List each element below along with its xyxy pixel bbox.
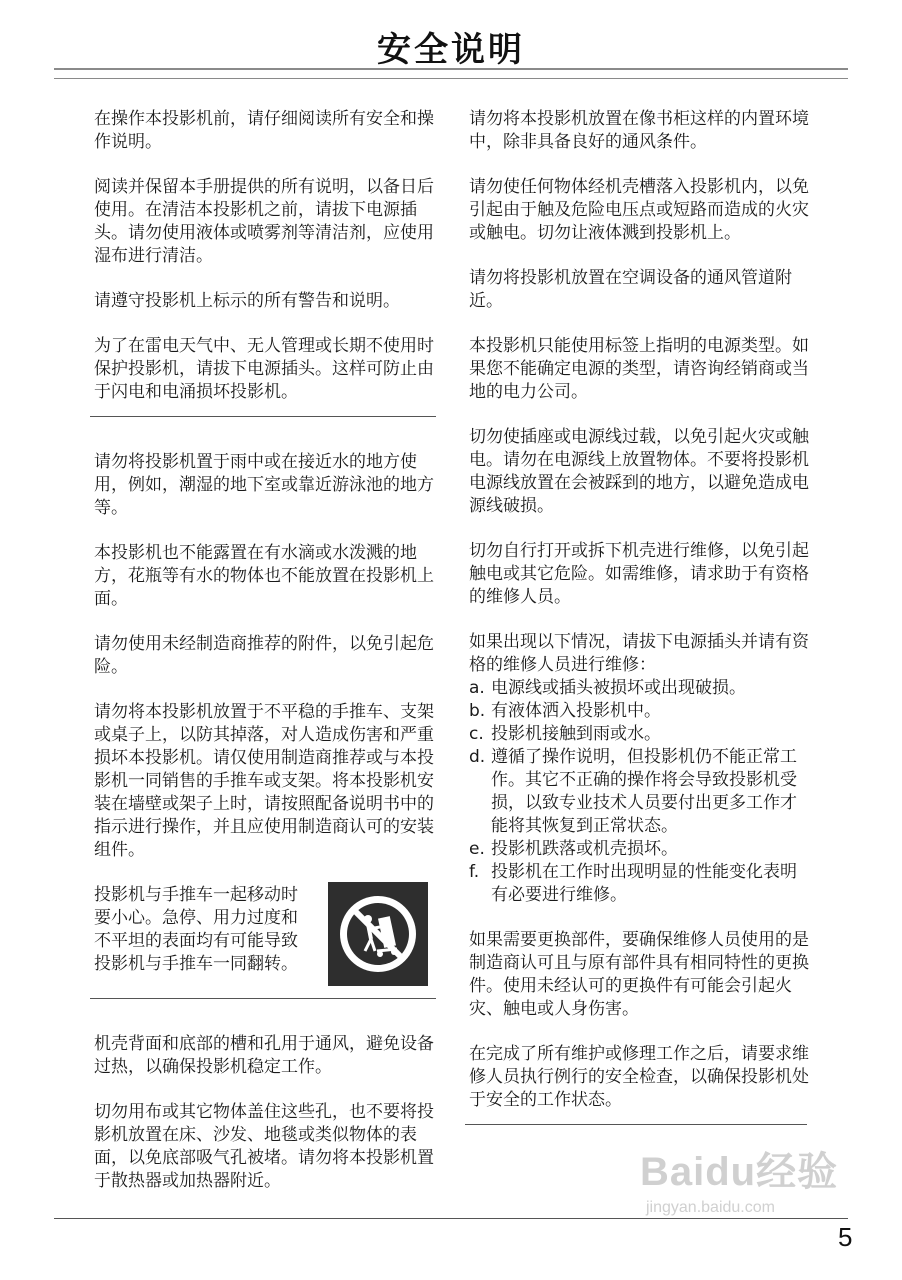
list-item	[469, 700, 811, 723]
left-column	[94, 108, 444, 1215]
list-marker: e.	[469, 839, 485, 859]
page-number: 5	[838, 1222, 853, 1252]
paragraph: 请勿使任何物体经机壳槽落入投影机内，以免引起由于触及危险电压点或短路而造成的火灾或触电。切勿让液体溅到投影机上。	[469, 177, 809, 243]
list-item	[469, 861, 811, 907]
section-divider	[90, 998, 436, 999]
paragraph: 在操作本投影机前，请仔细阅读所有安全和操作说明。	[94, 109, 434, 152]
list-text: 投影机在工作时出现明显的性能变化表明有必要进行维修。	[491, 862, 797, 905]
list-item	[469, 723, 811, 746]
paragraph: 本投影机只能使用标签上指明的电源类型。如果您不能确定电源的类型，请咨询经销商或当地的电力公司。	[469, 336, 809, 402]
list-item	[469, 838, 811, 861]
paragraph: 请勿将本投影机放置于不平稳的手推车、支架或桌子上，以防其掉落，对人造成伤害和严重损坏本投影机。请仅使用制造商推荐或与本投影机一同销售的手推车或支架。将本投影机安装在墙壁或架子上时，请按照配备说明书中的指示进行操作，并且应使用制造商认可的安装组件。	[94, 702, 434, 860]
paragraph: 请勿使用未经制造商推荐的附件，以免引起危险。	[94, 634, 434, 677]
list-text: 有液体洒入投影机中。	[491, 701, 661, 721]
right-column	[469, 108, 811, 1159]
list-marker: d.	[469, 747, 486, 767]
paragraph: 阅读并保留本手册提供的所有说明，以备日后使用。在清洁本投影机之前，请拔下电源插头。请勿使用液体或喷雾剂等清洁剂，应使用湿布进行清洁。	[94, 177, 434, 266]
paragraph: 请勿将投影机置于雨中或在接近水的地方使用，例如，潮湿的地下室或靠近游泳池的地方等。	[94, 452, 434, 518]
section-divider	[465, 1124, 807, 1125]
section-divider	[90, 416, 436, 417]
list-marker: b.	[469, 701, 486, 721]
paragraph: 为了在雷电天气中、无人管理或长期不使用时保护投影机，请拔下电源插头。这样可防止由于闪电和电涌损坏投影机。	[94, 336, 434, 402]
paragraph: 投影机与手推车一起移动时要小心。急停、用力过度和不平坦的表面均有可能导致投影机与手推车一同翻转。	[94, 885, 298, 974]
paragraph: 在完成了所有维护或修理工作之后，请要求维修人员执行例行的安全检查，以确保投影机处于安全的工作状态。	[469, 1044, 809, 1110]
page-title: 安全说明	[377, 30, 525, 70]
cart-warning	[94, 884, 444, 986]
list-text: 遵循了操作说明，但投影机仍不能正常工作。其它不正确的操作将会导致投影机受损，以致专业技术人员要付出更多工作才能将其恢复到正常状态。	[491, 747, 797, 836]
baidu-watermark	[640, 1140, 840, 1220]
paragraph: 请遵守投影机上标示的所有警告和说明。	[94, 291, 400, 311]
paragraph: 切勿用布或其它物体盖住这些孔，也不要将投影机放置在床、沙发、地毯或类似物体的表面，以免底部吸气孔被堵。请勿将本投影机置于散热器或加热器附近。	[94, 1102, 434, 1191]
paragraph: 请勿将本投影机放置在像书柜这样的内置环境中，除非具备良好的通风条件。	[469, 109, 809, 152]
paragraph: 如果需要更换部件，要确保维修人员使用的是制造商认可且与原有部件具有相同特性的更换件。使用未经认可的更换件有可能会引起火灾、触电或人身伤害。	[469, 930, 809, 1019]
list-marker: c.	[469, 724, 484, 744]
list-text: 投影机跌落或机壳损坏。	[491, 839, 678, 859]
watermark-logo: Baidu经验	[640, 1150, 839, 1194]
paragraph: 切勿自行打开或拆下机壳进行维修，以免引起触电或其它危险。如需维修，请求助于有资格的维修人员。	[469, 541, 809, 607]
service-conditions-list	[469, 677, 811, 907]
paragraph: 切勿使插座或电源线过载，以免引起火灾或触电。请勿在电源线上放置物体。不要将投影机电源线放置在会被踩到的地方，以避免造成电源线破损。	[469, 427, 809, 516]
paragraph: 本投影机也不能露置在有水滴或水泼溅的地方，花瓶等有水的物体也不能放置在投影机上面。	[94, 543, 434, 609]
list-text: 投影机接触到雨或水。	[491, 724, 661, 744]
paragraph: 如果出现以下情况，请拔下电源插头并请有资格的维修人员进行维修：	[469, 632, 809, 675]
paragraph: 请勿将投影机放置在空调设备的通风管道附近。	[469, 268, 792, 311]
list-item	[469, 677, 811, 700]
title-divider	[54, 68, 848, 79]
paragraph: 机壳背面和底部的槽和孔用于通风，避免设备过热，以确保投影机稳定工作。	[94, 1034, 434, 1077]
watermark-url: jingyan.baidu.com	[646, 1199, 775, 1216]
cart-tipover-warning-icon	[328, 882, 428, 986]
list-marker: f.	[469, 862, 480, 882]
list-text: 电源线或插头被损坏或出现破损。	[491, 678, 746, 698]
list-marker: a.	[469, 678, 485, 698]
list-item	[469, 746, 811, 838]
footer-divider	[54, 1218, 848, 1219]
